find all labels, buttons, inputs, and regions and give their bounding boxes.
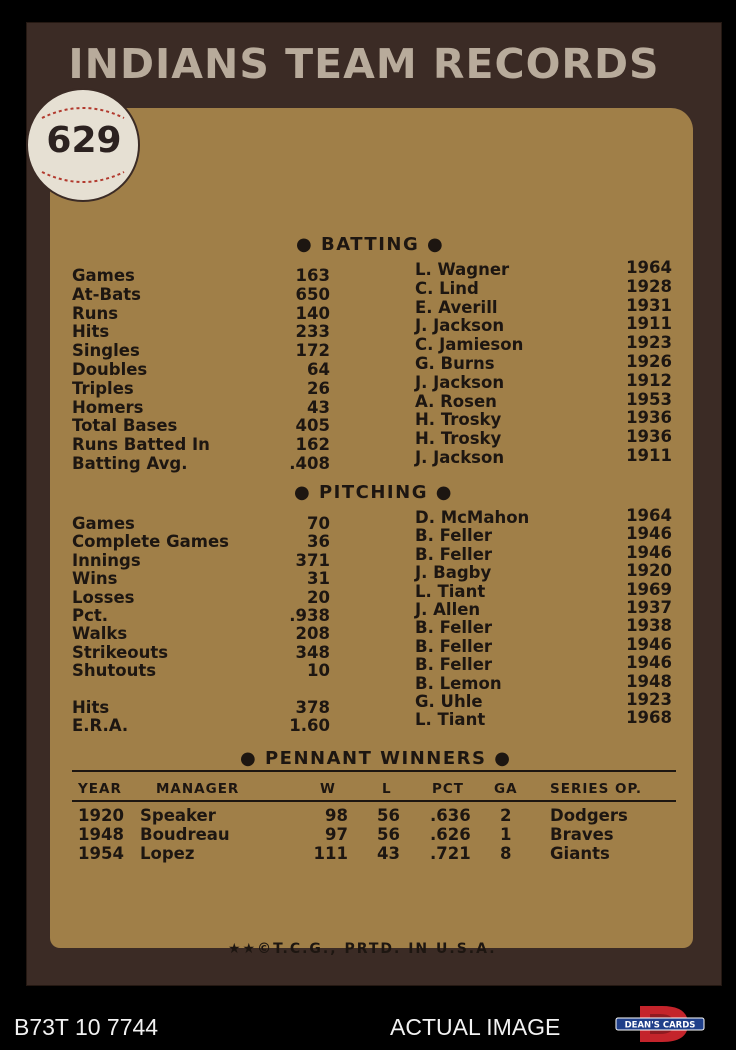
record-label: Losses [72,587,135,607]
record-holder: C. Lind [415,278,479,298]
record-label: Runs [72,303,119,323]
record-value: 36 [307,532,330,552]
card-title: INDIANS TEAM RECORDS [68,40,660,88]
record-label: Hits [72,322,110,342]
pennant-ga: 1 [500,825,512,844]
record-year: 1969 [626,579,672,599]
batting-heading-text: BATTING [320,234,420,255]
record-label: Strikeouts [72,642,169,662]
pennant-year: 1954 [78,844,124,863]
record-value: 162 [295,435,330,455]
record-value: 20 [307,587,330,607]
record-holder: J. Jackson [415,448,505,467]
record-holder: B. Feller [415,655,493,675]
pennant-header-rule [72,800,676,802]
record-year: 1926 [626,352,672,371]
record-value: .408 [289,454,330,473]
col-header-ga: GA [494,781,518,797]
pennant-series: Dodgers [550,806,628,825]
record-holder: B. Lemon [415,673,502,693]
record-value: 10 [307,661,330,681]
record-label: Runs Batted In [72,435,210,455]
pennant-manager: Boudreau [140,825,230,844]
record-holder: J. Jackson [415,316,505,336]
pennant-top-rule [72,770,676,772]
record-holder: D. McMahon [415,508,530,527]
pennant-ga: 2 [500,806,512,825]
record-year: 1928 [626,276,672,296]
record-year: 1923 [626,690,672,709]
record-year: 1931 [626,295,672,315]
record-label: Hits [72,698,110,717]
record-year: 1912 [626,370,672,390]
record-value: 70 [307,514,330,533]
record-label: Shutouts [72,661,157,681]
record-label: Triples [72,378,134,398]
record-value: 172 [295,341,330,361]
pennant-losses: 56 [377,825,400,844]
col-header-w: W [320,781,336,797]
copyright-line: ★★©T.C.G., PRTD. IN U.S.A. [228,941,497,957]
pennant-manager: Lopez [140,844,195,863]
pennant-losses: 43 [377,844,400,863]
record-year: 1936 [626,408,672,428]
baseball-card-number-badge [26,88,140,202]
record-label: At-Bats [72,284,141,304]
record-value: 208 [295,624,330,644]
col-header-pct: PCT [432,781,465,797]
record-holder: E. Averill [415,297,498,317]
pennant-losses: 56 [377,806,400,825]
record-holder: J. Bagby [415,563,492,583]
pennant-year: 1948 [78,825,124,844]
record-label: Singles [72,341,140,361]
record-year: 1968 [626,708,672,728]
record-holder: G. Burns [415,354,495,373]
record-value: 348 [295,642,330,662]
record-year: 1946 [626,653,672,673]
svg-text:DEAN'S CARDS: DEAN'S CARDS [624,1020,696,1031]
record-label: Complete Games [72,532,229,552]
pennant-pct: .721 [430,844,471,863]
record-holder: B. Feller [415,526,493,546]
record-holder: L. Tiant [415,710,486,730]
record-label: Games [72,266,135,285]
record-year: 1946 [626,634,672,654]
batting-heading: ● BATTING ● [296,234,445,255]
pennant-pct: .626 [430,825,471,844]
record-holder: L. Tiant [415,581,486,601]
record-holder: L. Wagner [415,260,510,279]
record-label: Pct. [72,606,109,625]
record-year: 1938 [626,616,672,636]
record-holder: A. Rosen [415,391,497,411]
record-value: .938 [289,606,330,625]
actual-image-label: ACTUAL IMAGE [390,1014,561,1040]
record-year: 1923 [626,333,672,353]
record-year: 1964 [626,506,672,525]
record-year: 1920 [626,561,672,581]
record-holder: H. Trosky [415,410,502,430]
col-header-l: L [382,781,392,797]
record-year: 1936 [626,427,672,447]
pitching-heading: ● PITCHING ● [294,482,453,503]
record-year: 1911 [626,314,672,334]
record-holder: B. Feller [415,636,493,656]
record-year: 1946 [626,524,672,544]
record-holder: C. Jamieson [415,335,524,355]
record-value: 31 [307,569,330,589]
record-value: 650 [295,284,330,304]
record-label: Walks [72,624,128,644]
inventory-id: B73T 10 7744 [14,1014,159,1040]
record-value: 140 [295,303,330,323]
record-label: Batting Avg. [72,454,188,473]
pennant-heading-text: PENNANT WINNERS [264,748,487,769]
record-value: 405 [295,416,330,436]
record-value: 378 [295,698,330,717]
record-holder: B. Feller [415,544,493,564]
record-value: 26 [307,378,330,398]
pennant-wins: 98 [325,806,348,825]
pennant-wins: 111 [313,844,348,863]
record-holder: J. Jackson [415,372,505,392]
record-holder: G. Uhle [415,692,483,711]
col-header-year: YEAR [78,781,122,797]
record-label: Innings [72,550,141,570]
record-value: 163 [295,266,330,285]
record-year: 1911 [626,446,672,465]
record-value: 43 [307,397,330,417]
record-value: 233 [295,322,330,342]
pennant-manager: Speaker [140,806,216,825]
pennant-year: 1920 [78,806,124,825]
pennant-series: Giants [550,844,610,863]
record-year: 1937 [626,598,672,617]
card-number: 629 [46,120,122,161]
record-holder: H. Trosky [415,429,502,449]
record-holder: J. Allen [415,600,481,619]
deans-cards-logo-icon [614,1004,706,1044]
pennant-wins: 97 [325,825,348,844]
pennant-ga: 8 [500,844,512,863]
record-label: Games [72,514,135,533]
record-label: Wins [72,569,118,589]
col-header-series: SERIES OP. [550,781,643,797]
record-label: Total Bases [72,416,178,436]
record-label: Homers [72,397,144,417]
pennant-series: Braves [550,825,614,844]
pitching-heading-text: PITCHING [318,482,428,503]
col-header-manager: MANAGER [156,781,240,797]
record-label: Doubles [72,360,148,379]
record-holder: B. Feller [415,618,493,638]
record-year: 1946 [626,542,672,562]
record-year: 1953 [626,389,672,409]
record-year: 1948 [626,671,672,691]
record-value: 64 [307,360,330,379]
record-year: 1964 [626,258,672,277]
record-label: E.R.A. [72,716,129,736]
pennant-heading: ● PENNANT WINNERS ● [240,748,512,769]
record-value: 371 [295,550,330,570]
pennant-pct: .636 [430,806,471,825]
record-value: 1.60 [289,716,330,736]
